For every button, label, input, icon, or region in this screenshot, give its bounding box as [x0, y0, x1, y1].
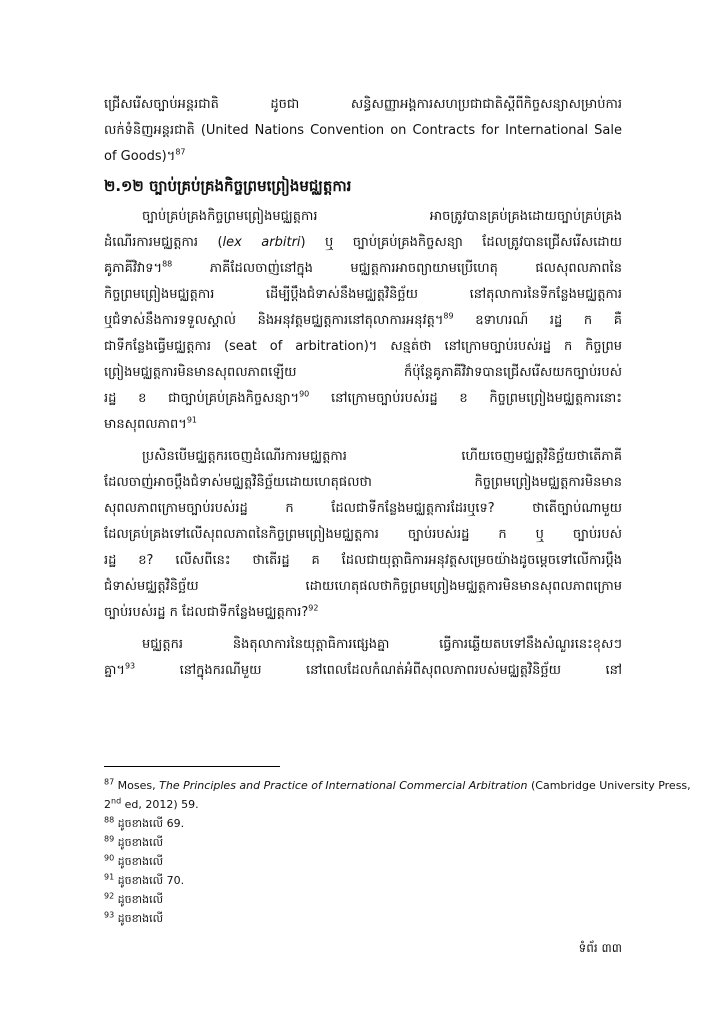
- page-number: ទំព័រ ៣៣: [578, 941, 622, 955]
- paragraph-line: [104, 386, 622, 412]
- footnote-87: [104, 776, 691, 795]
- footnote-number: 87: [104, 777, 115, 787]
- text-span: មានសុពលភាព។: [104, 417, 187, 432]
- text-span: Moses,: [114, 779, 160, 792]
- footnote-number: 91: [104, 872, 115, 882]
- intro-text: of Goods)។: [104, 149, 176, 164]
- text-span: នៅក្រោមច្បាប់របស់រដ្ឋ ខ កិច្ចព្រមព្រៀងមជ្ឈត្តការនោះ: [309, 391, 622, 406]
- footnote-ref: 89: [443, 311, 454, 321]
- footnote-number: 90: [104, 853, 115, 863]
- paragraph-line: [104, 256, 622, 282]
- paragraph-line: [104, 308, 622, 334]
- paragraph-line: ព្រៀងមជ្ឈត្តការមិនមានសុពលភាពឡើយ ក៏ប៉ុន្តែគូភាគីវិវាទបានជ្រើសរើសយកច្បាប់របស់: [104, 365, 622, 380]
- text-span: រដ្ឋ ខ ជាច្បាប់គ្រប់គ្រងកិច្ចសន្យា។: [104, 391, 300, 406]
- body-text: [104, 92, 622, 684]
- text-span: (Cambridge University Press,: [527, 779, 691, 792]
- paragraph-line: [104, 658, 622, 684]
- footnote-88: [104, 814, 622, 833]
- footnote-87-cont: [104, 795, 622, 814]
- text-span: 2: [104, 798, 111, 811]
- text-span: ដូចខាងលើ 69.: [114, 817, 185, 830]
- paragraph-line: [104, 600, 622, 626]
- text-span: ដូចខាងលើ 70.: [114, 874, 185, 887]
- text-span: ed, 2012) 59.: [121, 798, 199, 811]
- text-span: ដូចខាងលើ: [114, 836, 164, 849]
- text-span: ) ឬ ច្បាប់គ្រប់គ្រងកិច្ចសន្យា ដែលត្រូវបានជ្រើសរើសដោយ: [300, 235, 622, 250]
- text-span: ច្បាប់របស់រដ្ឋ ក ដែលជាទីកន្លែងមជ្ឈត្តការ?: [104, 605, 309, 620]
- paragraph-1: [104, 204, 622, 438]
- paragraph-line: [104, 412, 622, 438]
- paragraph-line: ច្បាប់គ្រប់គ្រងកិច្ចព្រមព្រៀងមជ្ឈត្តការ អាចត្រូវបានគ្រប់គ្រងដោយច្បាប់គ្រប់គ្រង: [142, 209, 622, 224]
- footnote-number: 88: [104, 815, 115, 825]
- text-span: គូភាគីវិវាទ។: [104, 261, 163, 276]
- footnote-number: 92: [104, 891, 115, 901]
- footnote-ref: 92: [308, 603, 319, 613]
- text-span: ដំណើរការមជ្ឈត្តការ (: [104, 235, 223, 250]
- paragraph-line: [104, 230, 622, 256]
- footnote-91: [104, 871, 622, 890]
- text-span: ឧទាហរណ៍ រដ្ឋ ក គឺ: [453, 313, 622, 328]
- footnote-number: 93: [104, 910, 115, 920]
- paragraph-line: កិច្ចព្រមព្រៀងមជ្ឈត្តការ ដើម្បីប្ដឹងជំទាស់នឹងមជ្ឈត្តវិនិច្ឆ័យ នៅតុលាការនៃទីកន្លែងមជ្ឈត្តការ: [104, 287, 622, 302]
- text-span: នៅក្នុងករណីមួយ នៅពេលដែលកំណត់អំពីសុពលភាពរបស់មជ្ឈត្តវិនិច្ឆ័យ នៅ: [135, 663, 622, 678]
- paragraph-line: ប្រសិនបើមជ្ឈត្តករចេញដំណើរការមជ្ឈត្តការ ហើយចេញមជ្ឈត្តវិនិច្ឆ័យថាតើភាគី: [142, 449, 622, 464]
- text-span: គ្នា។: [104, 663, 125, 678]
- intro-line-last: [104, 144, 622, 170]
- footnote-92: [104, 890, 622, 909]
- footnote-number: 89: [104, 834, 115, 844]
- footnote-separator: [104, 766, 280, 767]
- intro-line: លក់ទំនិញអន្តរជាតិ (United Nations Convention on Contracts for International Sale: [104, 123, 622, 138]
- text-span: ដូចខាងលើ: [114, 855, 164, 868]
- footnote-ref: 87: [175, 147, 186, 157]
- paragraph-line: ជាទីកន្លែងធ្វើមជ្ឈត្តការ (seat of arbitration)។ សន្មត់ថា នៅក្រោមច្បាប់របស់រដ្ឋ ក កិច្ចព្រម: [104, 339, 622, 354]
- footnote-ref: 93: [124, 661, 136, 671]
- paragraph-line: ដែលចាញ់អាចប្ដឹងជំទាស់មជ្ឈត្តវិនិច្ឆ័យដោយហេតុផលថា កិច្ចព្រមព្រៀងមជ្ឈត្តការមិនមាន: [104, 475, 622, 490]
- paragraph-3: [104, 632, 622, 684]
- paragraph-line: រដ្ឋ ខ? លើសពីនេះ ថាតើរដ្ឋ គ ដែលជាយុត្តាធិការអនុវត្តសម្រេចយ៉ាងដូចម្ដេចទៅលើការប្ដឹង: [104, 553, 622, 568]
- text-span: ឬជំទាស់នឹងការទទួលស្គាល់ និងអនុវត្តមជ្ឈត្តការនៅតុលាការអនុវត្ត។: [104, 313, 444, 328]
- footnotes: [104, 776, 691, 928]
- paragraph-line: សុពលភាពក្រោមច្បាប់របស់រដ្ឋ ក ដែលជាទីកន្លែងមជ្ឈត្តការដែរឬទេ? ថាតើច្បាប់ណាមួយ: [104, 501, 622, 516]
- paragraph-2: [104, 444, 622, 626]
- italic-term: lex arbitri: [222, 235, 301, 250]
- paragraph-line: មជ្ឈត្តករ និងតុលាការនៃយុត្តាធិការផ្សេងគ្នា ធ្វើការឆ្លើយតបទៅនឹងសំណួរនេះខុសៗ: [142, 637, 622, 652]
- section-heading: ២.១២ ច្បាប់គ្រប់គ្រងកិច្ចព្រមព្រៀងមជ្ឈត្តការ: [104, 177, 352, 195]
- ordinal-suffix: nd: [111, 796, 122, 806]
- paragraph-line: ដែលគ្រប់គ្រងទៅលើសុពលភាពនៃកិច្ចព្រមព្រៀងមជ្ឈត្តការ ច្បាប់របស់រដ្ឋ ក ឬ ច្បាប់របស់: [104, 527, 622, 542]
- footnote-ref: 90: [299, 389, 310, 399]
- intro-line: ជ្រើសរើសច្បាប់អន្តរជាតិ ដូចជា សន្ធិសញ្ញាអង្គការសហប្រជាជាតិស្ដីពីកិច្ចសន្យាសម្រាប់ការ: [104, 97, 622, 112]
- footnote-ref: 88: [162, 259, 173, 269]
- text-span: ដូចខាងលើ: [114, 912, 164, 925]
- footnote-93: [104, 909, 622, 928]
- text-span: ភាគីដែលចាញ់នៅក្នុង មជ្ឈត្តការអាចព្យាយាមប្រើហេតុ ផលសុពលភាពនៃ: [172, 261, 622, 276]
- footnote-89: [104, 833, 622, 852]
- footnote-90: [104, 852, 622, 871]
- paragraph-line: ជំទាស់មជ្ឈត្តវិនិច្ឆ័យ ដោយហេតុផលថាកិច្ចព្រមព្រៀងមជ្ឈត្តការមិនមានសុពលភាពក្រោម: [104, 579, 622, 594]
- footnote-ref: 91: [186, 415, 198, 425]
- text-span: ដូចខាងលើ: [114, 893, 164, 906]
- book-title: The Principles and Practice of International Commercial Arbitration: [159, 779, 528, 792]
